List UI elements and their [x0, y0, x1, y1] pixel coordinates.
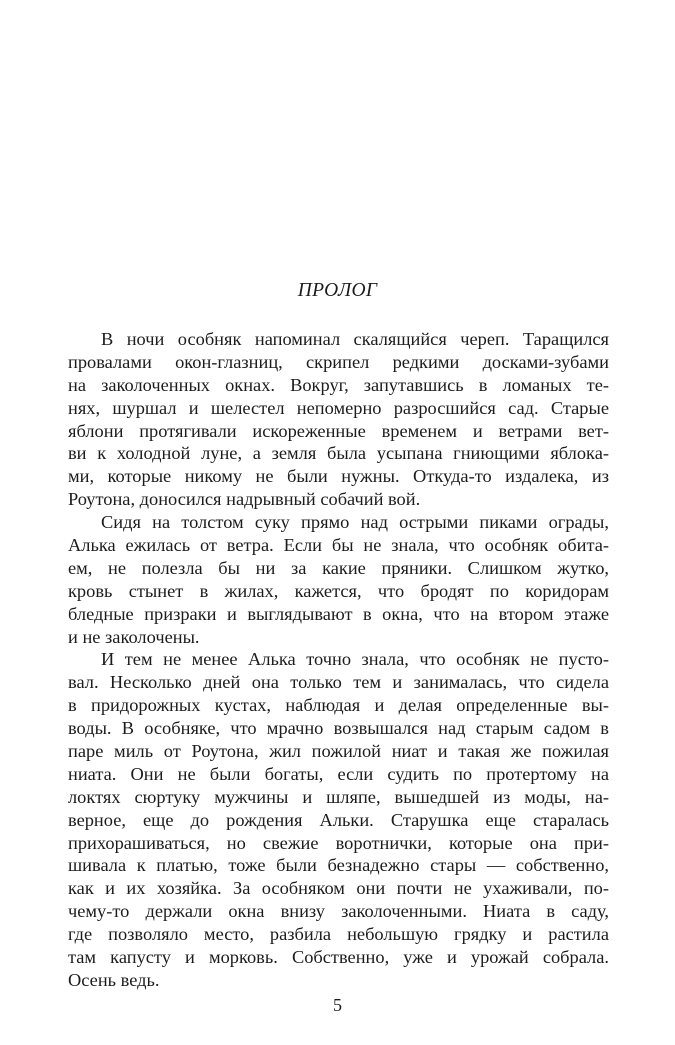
text-line: бледные призраки и выглядывают в окна, что на втором этаже	[68, 603, 609, 624]
text-line: Роутона, доносился надрывный собачий вой.	[68, 489, 421, 510]
text-line: ем, не полезла бы ни за какие пряники. Слишком жутко,	[68, 557, 609, 578]
text-line: локтях сюртуку мужчины и шляпе, вышедшей из моды, на-	[68, 786, 609, 807]
text-line: шивала к платью, тоже были безнадежно стары — собственно,	[68, 855, 609, 876]
text-line: чему-то держали окна внизу заколоченными. Ниата в саду,	[68, 901, 609, 922]
text-line: яблони протягивали искореженные временем и ветрами вет-	[68, 420, 609, 441]
text-line: вал. Несколько дней она только тем и занималась, что сидела	[68, 672, 609, 693]
text-line: кровь стынет в жилах, кажется, что бродят по коридорам	[68, 580, 609, 601]
page-number: 5	[333, 995, 342, 1015]
text-line: где позволяло место, разбила небольшую грядку и растила	[68, 924, 609, 945]
text-line: нях, шуршал и шелестел непомерно разросшийся сад. Старые	[68, 397, 609, 418]
text-line: паре миль от Роутона, жил пожилой ниат и такая же пожилая	[68, 741, 609, 762]
text-line: верное, еще до рождения Альки. Старушка еще старалась	[68, 809, 609, 830]
text-line: ниата. Они не были богаты, если судить по протертому на	[68, 763, 609, 784]
text-line: ви к холодной луне, а земля была усыпана гниющими яблока-	[68, 443, 609, 464]
text-line: В ночи особняк напоминал скалящийся череп. Таращился	[101, 329, 609, 349]
text-line: провалами окон-глазниц, скрипел редкими досками-зубами	[68, 351, 609, 372]
text-line: прихорашиваться, но свежие воротнички, которые она при-	[68, 832, 609, 853]
text-line: как и их хозяйка. За особняком они почти не ухаживали, по-	[68, 878, 609, 899]
text-line: Сидя на толстом суку прямо над острыми пиками ограды,	[101, 512, 609, 533]
text-line: в придорожных кустах, наблюдая и делая определенные вы-	[68, 695, 609, 716]
chapter-title: ПРОЛОГ	[297, 280, 378, 301]
text-line: на заколоченных окнах. Вокруг, запутавшись в ломаных те-	[68, 374, 609, 395]
body-text	[68, 328, 609, 992]
text-line: и не заколочены.	[68, 626, 200, 647]
text-line: ми, которые никому не были нужны. Откуда-то издалека, из	[68, 466, 609, 487]
text-line: там капусту и морковь. Собственно, уже и урожай собрала.	[68, 947, 609, 968]
text-line: Алька ежилась от ветра. Если бы не знала, что особняк обита-	[68, 535, 609, 556]
text-line: Осень ведь.	[68, 969, 160, 990]
text-line: И тем не менее Алька точно знала, что особняк не пусто-	[101, 649, 609, 670]
text-line: воды. В особняке, что мрачно возвышался над старым садом в	[68, 718, 609, 739]
